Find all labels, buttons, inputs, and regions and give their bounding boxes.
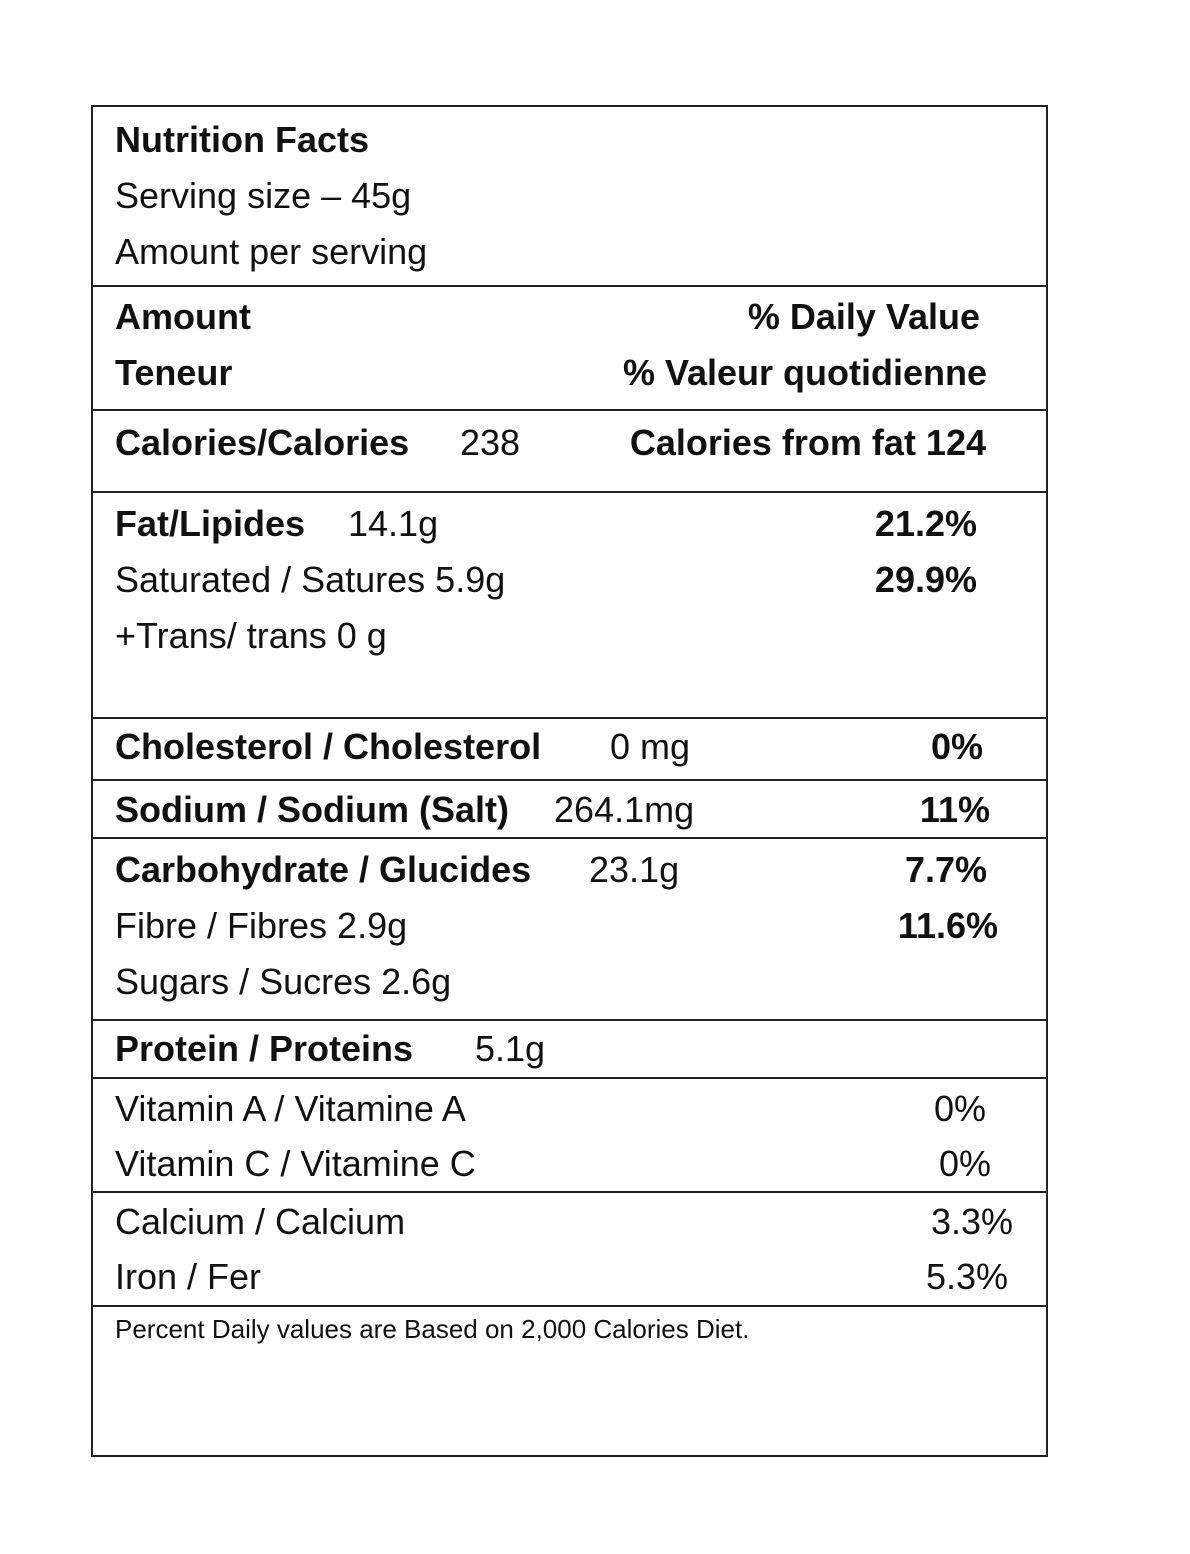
minerals-section — [93, 1193, 1046, 1307]
fat-value: 14.1g — [348, 503, 439, 544]
nutrition-facts-label — [91, 105, 1048, 1457]
fibre: Fibre / Fibres 2.9g — [115, 905, 408, 946]
amount-header-en: Amount — [115, 296, 251, 337]
fat-daily-value: 21.2% — [874, 503, 977, 544]
vitamin-c-daily-value: 0% — [938, 1143, 991, 1184]
column-header-section — [93, 287, 1046, 411]
sodium-label: Sodium / Sodium (Salt) — [115, 789, 509, 830]
fat-label: Fat/Lipides — [115, 503, 306, 544]
calcium-label: Calcium / Calcium — [115, 1201, 406, 1242]
protein-section — [93, 1021, 1046, 1079]
vitamin-a-daily-value: 0% — [933, 1088, 986, 1129]
daily-value-header-en: % Daily Value — [747, 296, 980, 337]
cholesterol-section — [93, 719, 1046, 781]
fat-section — [93, 493, 1046, 719]
protein-value: 5.1g — [475, 1028, 546, 1069]
carbohydrate-section — [93, 839, 1046, 1021]
serving-size: Serving size – 45g — [115, 175, 412, 216]
protein-label: Protein / Proteins — [115, 1028, 414, 1069]
sugars: Sugars / Sucres 2.6g — [115, 961, 452, 1002]
saturated-fat: Saturated / Satures 5.9g — [115, 559, 506, 600]
sodium-daily-value: 11% — [919, 789, 990, 830]
carbohydrate-label: Carbohydrate / Glucides — [115, 849, 532, 890]
saturated-fat-daily-value: 29.9% — [874, 559, 977, 600]
fibre-daily-value: 11.6% — [897, 905, 998, 946]
iron-daily-value: 5.3% — [925, 1256, 1008, 1297]
carbohydrate-daily-value: 7.7% — [904, 849, 987, 890]
footnote: Percent Daily values are Based on 2,000 Calories Diet. — [115, 1314, 750, 1344]
sodium-section — [93, 781, 1046, 839]
cholesterol-daily-value: 0% — [930, 726, 983, 767]
calories-label: Calories/Calories — [115, 422, 410, 463]
label-title: Nutrition Facts — [115, 119, 370, 160]
iron-label: Iron / Fer — [115, 1256, 262, 1297]
calcium-daily-value: 3.3% — [930, 1201, 1013, 1242]
trans-fat: +Trans/ trans 0 g — [115, 615, 387, 656]
calories-value: 238 — [460, 422, 521, 463]
sodium-value: 264.1mg — [554, 789, 695, 830]
footnote-section — [93, 1307, 1046, 1457]
carbohydrate-value: 23.1g — [589, 849, 680, 890]
amount-header-fr: Teneur — [115, 352, 233, 393]
daily-value-header-fr: % Valeur quotidienne — [622, 352, 987, 393]
vitamins-section — [93, 1079, 1046, 1193]
vitamin-c-label: Vitamin C / Vitamine C — [115, 1143, 476, 1184]
cholesterol-value: 0 mg — [610, 726, 691, 767]
calories-section — [93, 411, 1046, 493]
vitamin-a-label: Vitamin A / Vitamine A — [115, 1088, 466, 1129]
cholesterol-label: Cholesterol / Cholesterol — [115, 726, 542, 767]
amount-per-serving: Amount per serving — [115, 231, 428, 272]
header-section — [93, 107, 1046, 287]
calories-from-fat: Calories from fat 124 — [629, 422, 986, 463]
